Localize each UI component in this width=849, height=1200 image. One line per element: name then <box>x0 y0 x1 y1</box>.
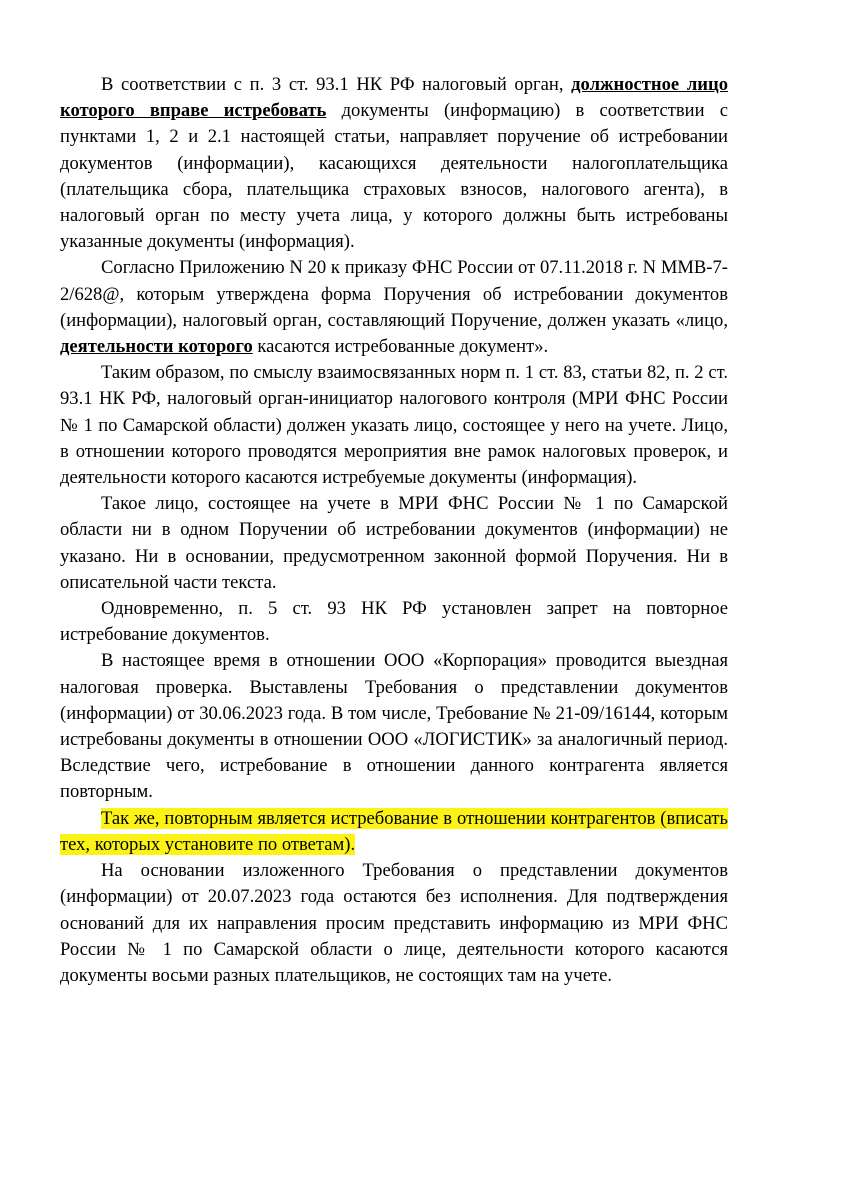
underlined-phrase: деятельности которого <box>60 336 253 358</box>
paragraph-6: В настоящее время в отношении ООО «Корпорация» проводится выездная налоговая проверка. Выставлены Требования о представлении документов (информации) от 30.06.2023 года. В том числе, Требование № 21-09/16144, которым истребованы документы в отношении ООО «ЛОГИСТИК» за аналогичный период. Вследствие чего, истребование в отношении данного контрагента является повторным. <box>60 650 728 803</box>
document-body <box>60 72 728 989</box>
paragraph-1: В соответствии с п. 3 ст. 93.1 НК РФ налоговый орган, должностное лицо которого вправе истребовать документы (информацию) в соответствии с пунктами 1, 2 и 2.1 настоящей статьи, направляет поручение об истребовании документов (информации), касающихся деятельности налогоплательщика (плательщика сбора, плательщика страховых взносов, налогового агента), в налоговый орган по месту учета лица, у которого должны быть истребованы указанные документы (информация). <box>60 74 728 253</box>
paragraph-7-highlighted <box>60 806 728 858</box>
underlined-phrase: должностное лицо которого вправе истребовать <box>60 74 728 122</box>
paragraph-3: Таким образом, по смыслу взаимосвязанных норм п. 1 ст. 83, статьи 82, п. 2 ст. 93.1 НК РФ, налоговый орган-инициатор налогового контроля (МРИ ФНС России № 1 по Самарской области) должен указать лицо, состоящее у него на учете. Лицо, в отношении которого проводятся мероприятия вне рамок налоговых проверок, и деятельности которого касаются истребуемые документы (информация). <box>60 362 728 489</box>
paragraph-4: Такое лицо, состоящее на учете в МРИ ФНС России № 1 по Самарской области ни в одном Поручении об истребовании документов (информации) не указано. Ни в основании, предусмотренном законной формой Поручения. Ни в описательной части текста. <box>60 493 728 593</box>
paragraph-8: На основании изложенного Требования о представлении документов (информации) от 20.07.2023 года остаются без исполнения. Для подтверждения оснований для их направления просим представить информацию из МРИ ФНС России № 1 по Самарской области о лице, деятельности которого касаются документы восьми разных плательщиков, не состоящих там на учете. <box>60 860 728 986</box>
paragraph-2: Согласно Приложению N 20 к приказу ФНС России от 07.11.2018 г. N ММВ-7-2/628@, которым утверждена форма Поручения об истребовании документов (информации), налоговый орган, составляющий Поручение, должен указать «лицо, деятельности которого касаются истребованные документ». <box>60 257 728 358</box>
highlighted-text: Так же, повторным является истребование в отношении контрагентов (вписать тех, которых установите по ответам). <box>60 807 728 855</box>
paragraph-5: Одновременно, п. 5 ст. 93 НК РФ установлен запрет на повторное истребование документов. <box>60 598 728 646</box>
